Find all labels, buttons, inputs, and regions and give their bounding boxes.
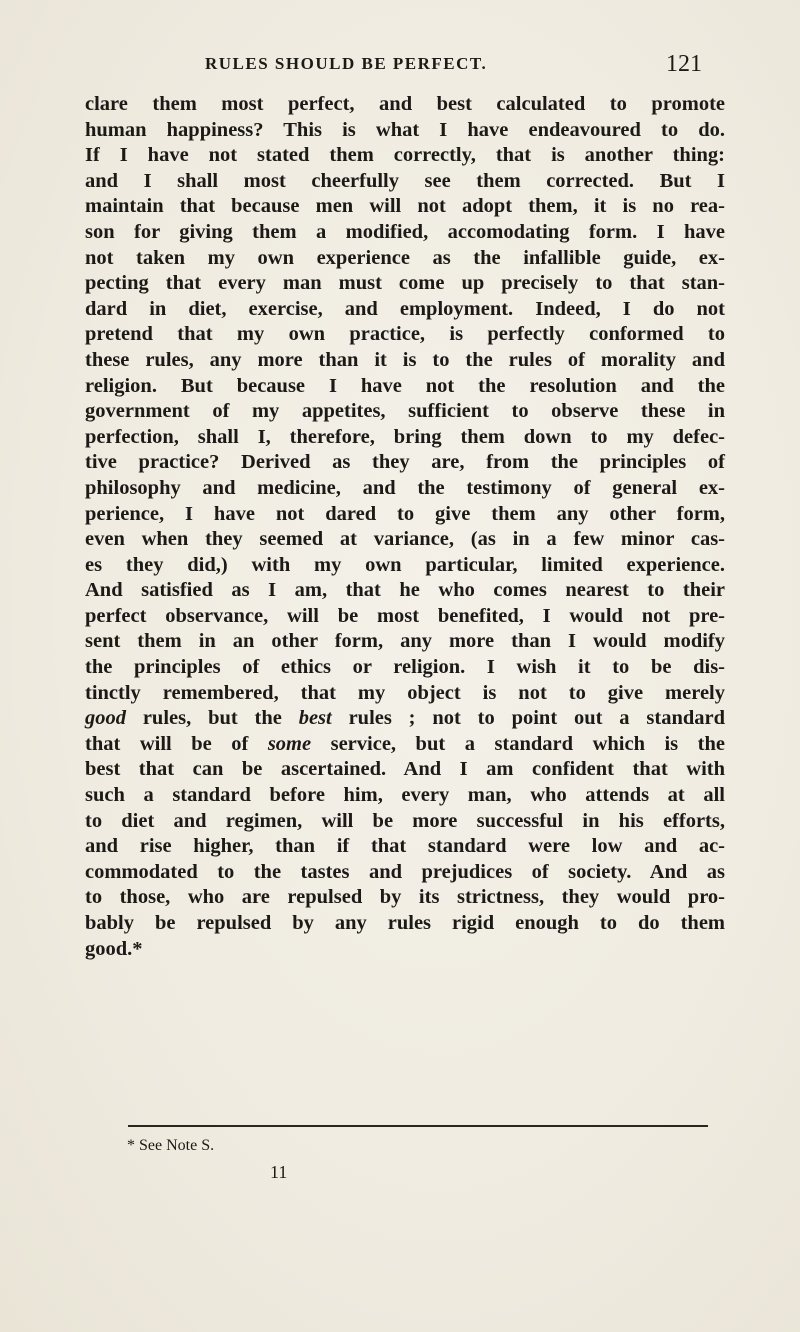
text-line: to those, who are repulsed by its strictness, they would pro- bbox=[85, 886, 725, 909]
text-line: commodated to the tastes and prejudices of society. And as bbox=[85, 860, 725, 883]
text-line: such a standard before him, every man, who attends at all bbox=[85, 784, 725, 807]
text-line: and rise higher, than if that standard were low and ac- bbox=[85, 835, 725, 858]
text-line: human happiness? This is what I have endeavoured to do. bbox=[85, 118, 725, 141]
text-line: and I shall most cheerfully see them corrected. But I bbox=[85, 169, 725, 192]
text-line: perience, I have not dared to give them any other form, bbox=[85, 502, 725, 525]
text-line: that will be of some service, but a standard which is the bbox=[85, 732, 725, 755]
text-line: son for giving them a modified, accomodating form. I have bbox=[85, 220, 725, 243]
emphasis: best bbox=[298, 707, 332, 730]
text-line: good rules, but the best rules ; not to point out a standard bbox=[85, 707, 725, 730]
signature-mark: 11 bbox=[270, 1162, 288, 1182]
text-line: the principles of ethics or religion. I wish it to be dis- bbox=[85, 656, 725, 679]
text-line: good.* bbox=[85, 937, 143, 960]
text-line: perfection, shall I, therefore, bring them down to my defec- bbox=[85, 425, 725, 448]
page-number: 121 bbox=[666, 51, 702, 77]
running-head bbox=[0, 44, 800, 84]
text-line: these rules, any more than it is to the rules of morality and bbox=[85, 348, 725, 371]
text-line: sent them in an other form, any more than I would modify bbox=[85, 630, 725, 653]
text-line: maintain that because men will not adopt them, it is no rea- bbox=[85, 195, 725, 218]
text-line: tinctly remembered, that my object is not to give merely bbox=[85, 681, 725, 704]
text-line: And satisfied as I am, that he who comes nearest to their bbox=[85, 579, 725, 602]
text-line: pecting that every man must come up precisely to that stan- bbox=[85, 272, 725, 295]
text-line: pretend that my own practice, is perfectly conformed to bbox=[85, 323, 725, 346]
footnote-rule bbox=[128, 1125, 708, 1127]
text-line: not taken my own experience as the infallible guide, ex- bbox=[85, 246, 725, 269]
text-line: es they did,) with my own particular, limited experience. bbox=[85, 553, 725, 576]
text-line: If I have not stated them correctly, that is another thing: bbox=[85, 144, 725, 167]
text-line: philosophy and medicine, and the testimony of general ex- bbox=[85, 476, 725, 499]
emphasis: good bbox=[85, 707, 126, 730]
emphasis: some bbox=[267, 732, 312, 755]
text-line: religion. But because I have not the resolution and the bbox=[85, 374, 725, 397]
text-line: perfect observance, will be most benefited, I would not pre- bbox=[85, 604, 725, 627]
footnote: * See Note S. bbox=[127, 1137, 215, 1154]
text-line: clare them most perfect, and best calculated to promote bbox=[85, 93, 725, 115]
text-line: government of my appetites, sufficient to observe these in bbox=[85, 400, 725, 423]
text-line: even when they seemed at variance, (as in a few minor cas- bbox=[85, 528, 725, 551]
text-line: best that can be ascertained. And I am confident that with bbox=[85, 758, 725, 781]
text-line: to diet and regimen, will be more successful in his efforts, bbox=[85, 809, 725, 832]
running-title: RULES SHOULD BE PERFECT. bbox=[205, 54, 488, 73]
text-line: bably be repulsed by any rules rigid enough to do them bbox=[85, 912, 725, 934]
text-line: dard in diet, exercise, and employment. Indeed, I do not bbox=[85, 297, 725, 320]
body-text bbox=[85, 92, 725, 962]
text-line: tive practice? Derived as they are, from the principles of bbox=[85, 451, 725, 474]
